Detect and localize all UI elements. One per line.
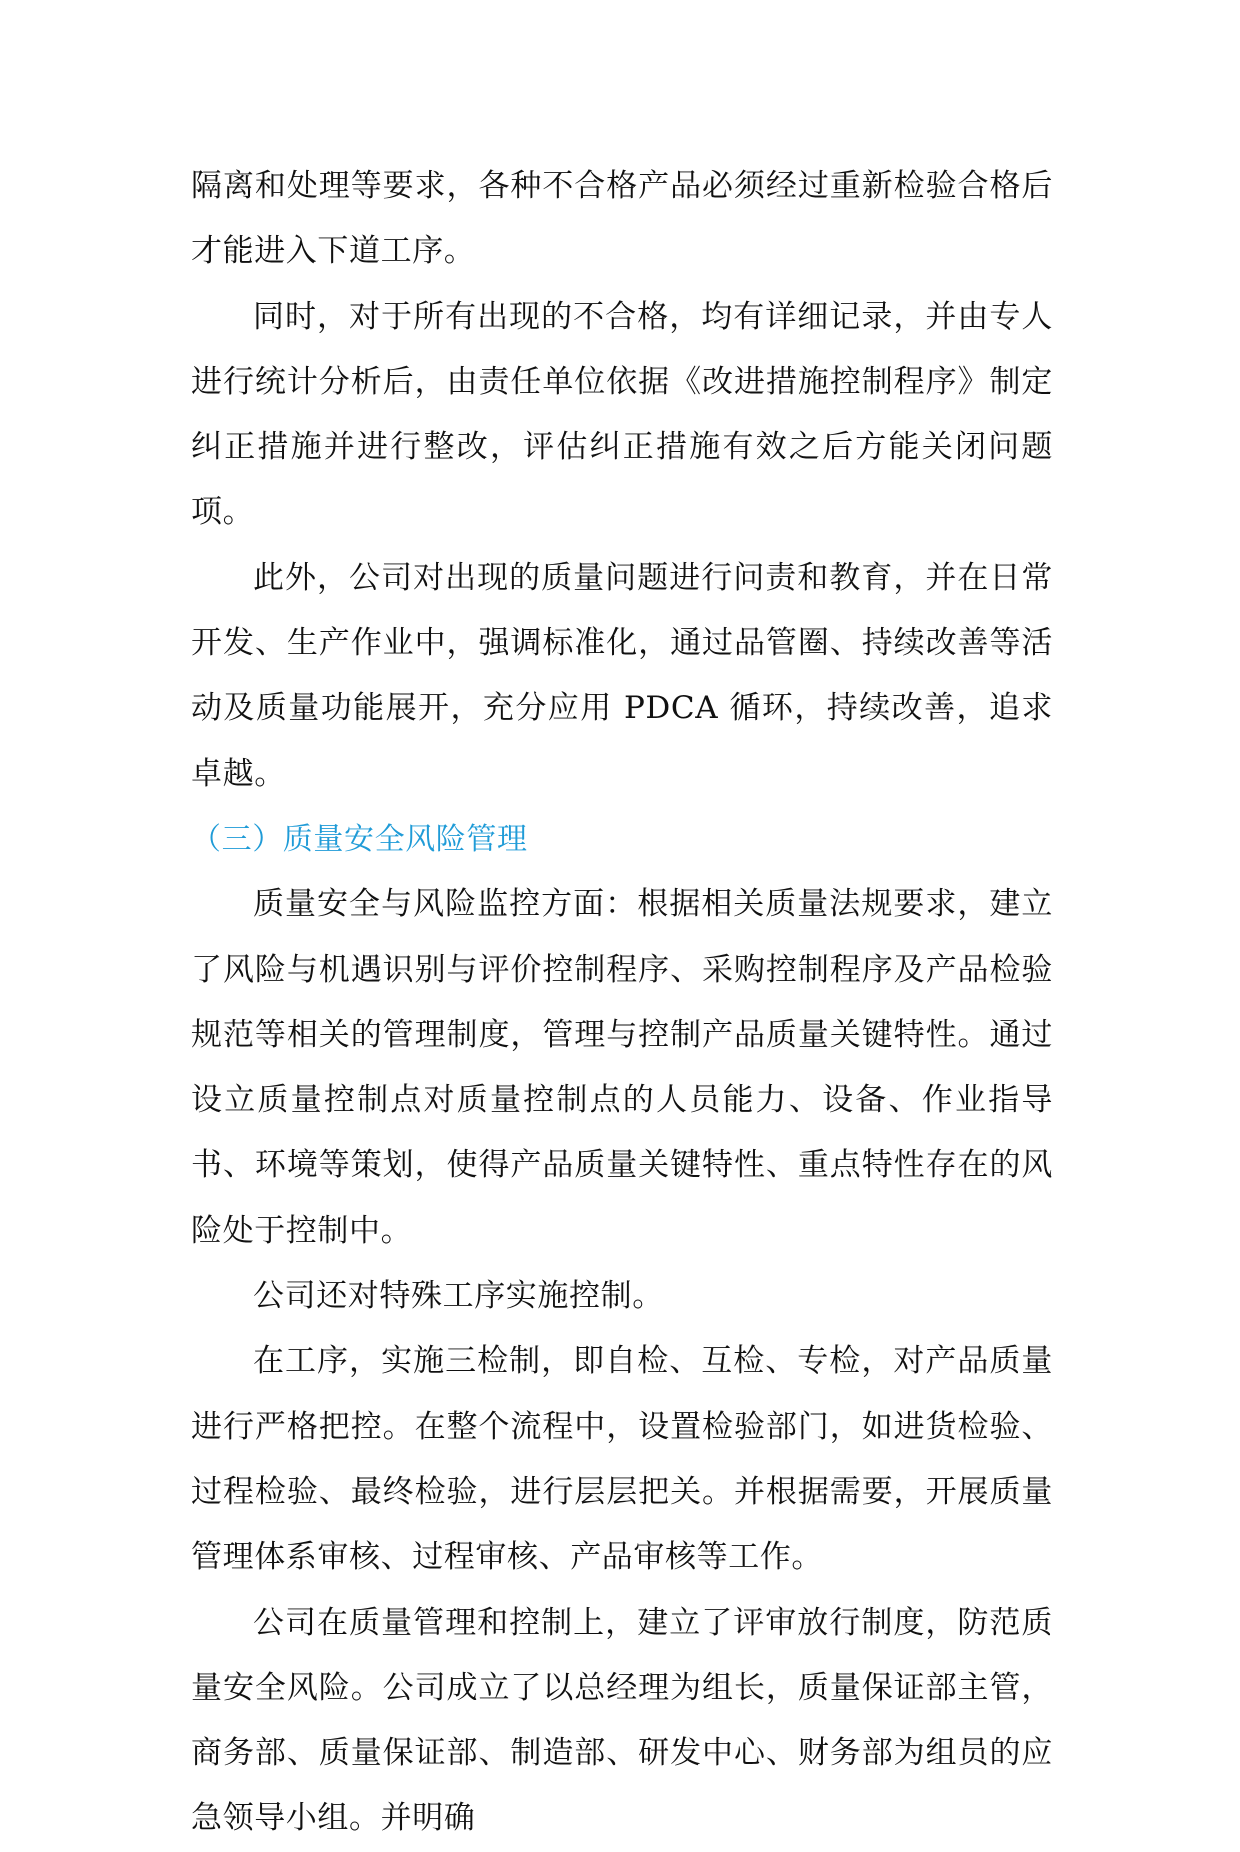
paragraph-review-release: 公司在质量管理和控制上，建立了评审放行制度，防范质量安全风险。公司成立了以总经理为组长，质量保证部主管，商务部、质量保证部、制造部、研发中心、财务部为组员的应急领导小组。并明确 (191, 1604, 1053, 1837)
section-heading: （三）质量安全风险管理 (191, 821, 528, 857)
paragraph-nonconformity-records: 同时，对于所有出现的不合格，均有详细记录，并由专人进行统计分析后，由责任单位依据《改进措施控制程序》制定纠正措施并进行整改，评估纠正措施有效之后方能关闭问题项。 (191, 298, 1053, 531)
paragraph-special-process: 公司还对特殊工序实施控制。 (253, 1278, 664, 1315)
paragraph-accountability: 此外，公司对出现的质量问题进行问责和教育，并在日常开发、生产作业中，强调标准化，通过品管圈、持续改善等活动及质量功能展开，充分应用 PDCA 循环，持续改善，追求卓越。 (191, 559, 1053, 792)
paragraph-continuation: 隔离和处理等要求，各种不合格产品必须经过重新检验合格后才能进入下道工序。 (191, 168, 1053, 270)
paragraph-inspection: 在工序，实施三检制，即自检、互检、专检，对产品质量进行严格把控。在整个流程中，设置检验部门，如进货检验、过程检验、最终检验，进行层层把关。并根据需要，开展质量管理体系审核、过程审核、产品审核等工作。 (191, 1343, 1053, 1576)
paragraph-risk-monitoring: 质量安全与风险监控方面：根据相关质量法规要求，建立了风险与机遇识别与评价控制程序、采购控制程序及产品检验规范等相关的管理制度，管理与控制产品质量关键特性。通过设立质量控制点对质量控制点的人员能力、设备、作业指导书、环境等策划，使得产品质量关键特性、重点特性存在的风险处于控制中。 (191, 886, 1053, 1249)
document-body (191, 154, 1053, 1852)
